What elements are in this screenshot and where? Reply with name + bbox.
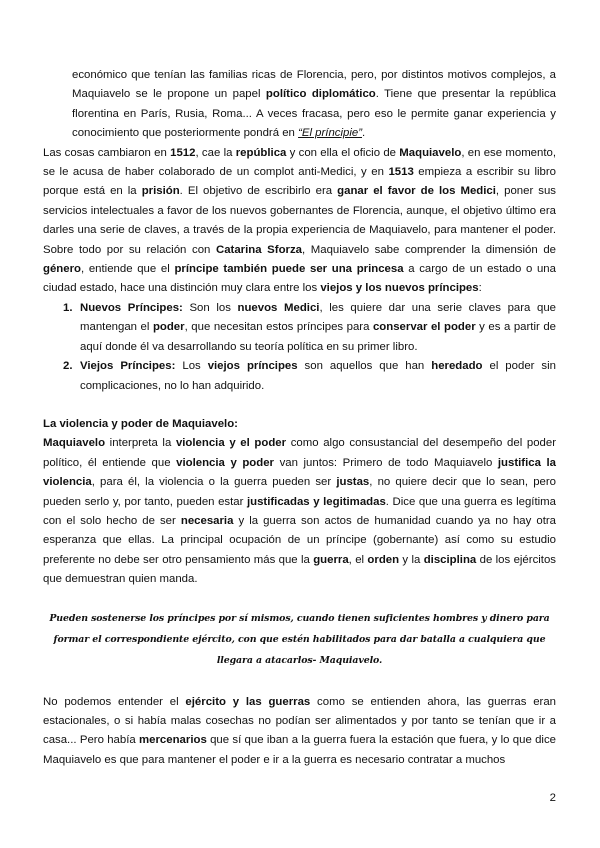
bold-term: justifica la violencia (43, 456, 557, 489)
text-span: Las cosas cambiaron en (43, 146, 171, 159)
bold-term: ejército y las guerras (185, 695, 311, 708)
text-span: , poner sus servicios intelectuales a favor de los nuevos gobernantes de Florencia, aunque, el objetivo último era darles una serie de claves, a través de la propia experiencia de Maquiavelo, para mantener el poder. Sobre todo por su relación con (43, 185, 556, 256)
paragraph-violence (43, 434, 556, 589)
bold-term: Maquiavelo (399, 146, 462, 159)
text-span: , no quiere decir que lo sean, pero pueden serlo y, por tanto, pueden estar (43, 476, 556, 508)
bold-term: nuevos Medici (237, 301, 320, 314)
text-span: económico que tenían las familias ricas de Florencia, pero, por distintos motivos complejos, a Maquiavelo se le propone un papel (72, 69, 556, 101)
text-span: el poder sin complicaciones, no lo han adquirido. (80, 360, 556, 392)
text-span: que sí que iban a la guerra fuera la estación que fuera, y lo que dice Maquiavelo es que para mantener el poder e ir a la guerra es necesario contratar a muchos (43, 734, 556, 766)
paragraph-1512 (43, 144, 556, 299)
bold-term: príncipe también puede ser una princesa (174, 263, 404, 276)
bold-term: género (43, 263, 81, 276)
text-span: y es a partir de aquí donde él va desarrollando su teoría política en su primer libro. (80, 321, 556, 353)
text-span: como se entienden ahora, las guerras eran estacionales, o si había malas cosechas no podían ser alimentados y por tanto se tenían que ir a casa... Pero había (43, 695, 556, 747)
bold-term: disciplina (423, 553, 477, 566)
text-span: Los (175, 360, 208, 373)
text-span: interpreta la (105, 437, 176, 450)
bold-term: Nuevos Príncipes: (80, 301, 183, 314)
bold-term: prisión (141, 185, 180, 198)
text-span: , el (348, 553, 368, 566)
section-heading: La violencia y poder de Maquiavelo: (43, 417, 238, 430)
text-span: . Tiene que presentar la república florentina en París, Rusia, Roma... A veces fracasa, pero eso le permite ganar experiencia y conocimiento que posteriormente pondrá en (72, 88, 557, 140)
list-number: 1. (63, 301, 73, 314)
text-span: son aquellos que han (297, 360, 432, 373)
bold-term: viejos y los nuevos príncipes (320, 282, 479, 295)
bold-term: 1512 (170, 146, 196, 159)
bold-term: mercenarios (139, 734, 207, 747)
bold-term: político diplomático (265, 88, 376, 101)
bold-term: viejos príncipes (207, 360, 298, 373)
bold-term: poder (152, 321, 185, 334)
bold-term: justas (336, 476, 370, 489)
bold-term: 1513 (388, 166, 414, 179)
paragraph-armies (43, 693, 556, 771)
princes-list (43, 299, 556, 396)
paragraph-diplomacy (43, 66, 556, 144)
bold-term: justificadas y legitimadas (246, 495, 386, 508)
text-span: . (362, 127, 366, 140)
text-span: , en ese momento, se le acusa de haber colaborado de un complot anti-Medici, y en (43, 146, 557, 179)
bold-term: Catarina Sforza (215, 243, 302, 256)
text-span: y la guerra son actos de humanidad cuando ya no hay otra esperanza que ellas. La principal ocupación de un príncipe (gobernante) así como su estudio preferente no debe ser otro pensamiento más que la (43, 514, 556, 566)
page-number: 2 (549, 792, 556, 804)
book-title-link[interactable]: “El príncipie” (298, 127, 362, 140)
text-span: a cargo de un estado o una ciudad estado, hace una distinción muy clara entre los (43, 263, 556, 295)
text-span: . Dice que una guerra es legítima con el solo hecho de ser (43, 495, 556, 527)
text-span: , Maquiavelo sabe comprender la dimensión de (302, 243, 557, 256)
bold-term: heredado (431, 360, 483, 373)
text-span: como algo consustancial del desempeño del poder político, él entiende que (43, 437, 556, 469)
bold-term: ganar el favor de los Medici (337, 185, 496, 198)
spacer (43, 590, 556, 608)
bold-term: guerra (313, 553, 349, 566)
text-span: , cae la (195, 146, 236, 159)
text-span: : (478, 282, 482, 295)
bold-term: violencia y poder (176, 456, 274, 469)
list-number: 2. (63, 360, 73, 373)
bold-term: necesaria (180, 514, 234, 527)
text-span: de los ejércitos que demuestran quien manda. (43, 553, 556, 586)
spacer (43, 396, 556, 415)
list-item-old-princes (43, 357, 556, 396)
bold-term: conservar el poder (372, 321, 476, 334)
text-span: empieza a escribir su libro porque está en la (43, 166, 556, 198)
text-span: , les quiere dar una serie claves para que mantengan el (80, 301, 556, 334)
bold-term: orden (367, 553, 400, 566)
text-span: , para él, la violencia o la guerra pueden ser (91, 476, 337, 489)
text-span: . El objetivo de escribirlo era (179, 185, 338, 198)
text-span: van juntos: Primero de todo Maquiavelo (274, 456, 498, 469)
text-span: y la (399, 553, 424, 566)
text-span: , entiende que el (80, 263, 175, 276)
text-span: No podemos entender el (43, 695, 186, 708)
spacer (43, 671, 556, 693)
text-span: Son los (182, 301, 238, 314)
list-item-new-princes (43, 299, 556, 357)
bold-term: Maquiavelo (43, 437, 106, 450)
text-span: , que necesitan estos príncipes para (184, 321, 373, 334)
bold-term: república (235, 146, 287, 159)
document-body (43, 66, 556, 770)
text-span: y con ella el oficio de (286, 146, 400, 159)
bold-term: violencia y el poder (175, 437, 287, 450)
machiavelli-quote: Pueden sostenerse los príncipes por sí mismos, cuando tienen suficientes hombres y dinero para formar el correspondiente ejército, con que estén habilitados para dar batalla a cualquiera que llegara a atacarlos- Maquiavelo. (49, 612, 550, 666)
bold-term: Viejos Príncipes: (80, 360, 176, 373)
